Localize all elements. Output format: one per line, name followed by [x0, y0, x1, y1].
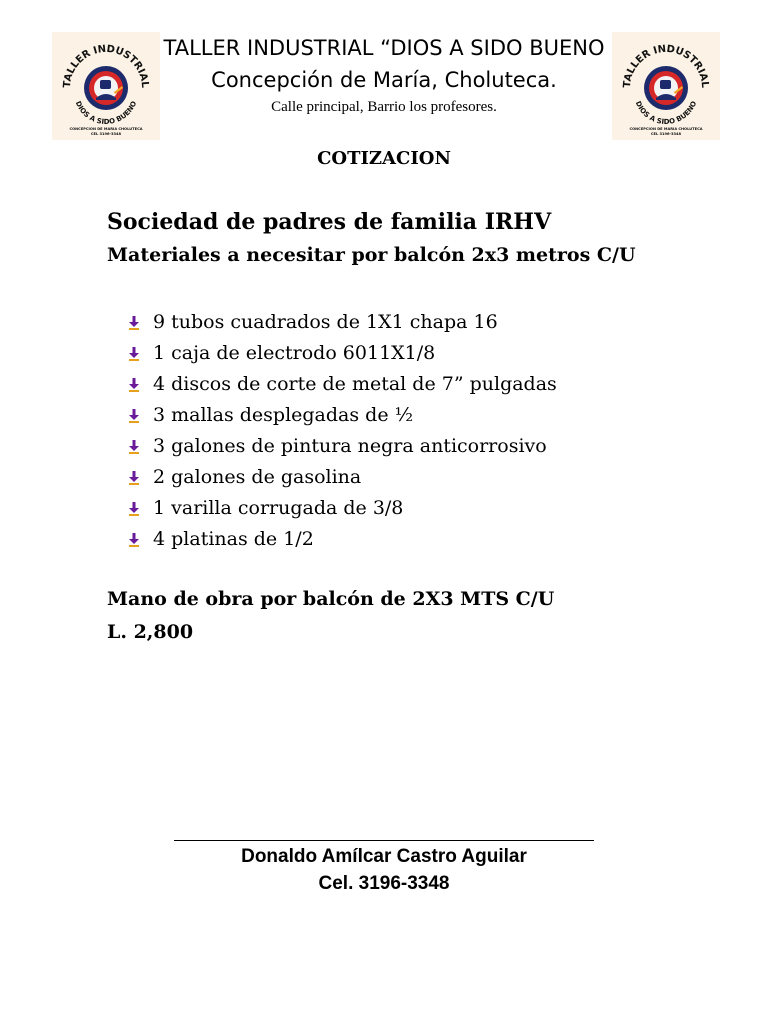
welder-logo-icon — [52, 32, 160, 140]
list-item — [128, 399, 557, 430]
list-item — [128, 337, 557, 368]
list-item — [128, 306, 557, 337]
list-item — [128, 492, 557, 523]
signer-phone: Cel. 3196-3348 — [318, 873, 450, 894]
svg-text:CEL 3196-3348: CEL 3196-3348 — [90, 132, 122, 136]
arrow-down-bullet-icon — [128, 314, 140, 330]
materials-list — [128, 306, 557, 554]
signature-line — [174, 840, 594, 841]
arrow-down-bullet-icon — [128, 500, 140, 516]
arrow-down-bullet-icon — [128, 438, 140, 454]
list-item — [128, 368, 557, 399]
list-item — [128, 461, 557, 492]
arrow-down-bullet-icon — [128, 531, 140, 547]
svg-text:CONCEPCION DE MARIA CHOLUTECA: CONCEPCION DE MARIA CHOLUTECA — [629, 127, 703, 131]
logo-left — [52, 32, 160, 140]
material-text: 2 galones de gasolina — [153, 465, 362, 488]
company-location: Concepción de María, Choluteca. — [211, 68, 557, 92]
list-item — [128, 523, 557, 554]
client-name: Sociedad de padres de familia IRHV — [107, 209, 552, 235]
company-name: TALLER INDUSTRIAL “DIOS A SIDO BUENO — [163, 36, 605, 60]
material-text: 4 discos de corte de metal de 7” pulgadas — [153, 372, 557, 395]
material-text: 1 caja de electrodo 6011X1/8 — [153, 341, 436, 364]
company-address: Calle principal, Barrio los profesores. — [271, 99, 497, 115]
arrow-down-bullet-icon — [128, 376, 140, 392]
material-text: 9 tubos cuadrados de 1X1 chapa 16 — [153, 310, 498, 333]
arrow-down-bullet-icon — [128, 469, 140, 485]
material-text: 3 mallas desplegadas de ½ — [153, 403, 414, 426]
arrow-down-bullet-icon — [128, 407, 140, 423]
labor-price: L. 2,800 — [107, 621, 194, 643]
signer-name: Donaldo Amílcar Castro Aguilar — [241, 846, 527, 867]
materials-heading: Materiales a necesitar por balcón 2x3 metros C/U — [107, 244, 636, 266]
svg-text:TALLER INDUSTRIAL: TALLER INDUSTRIAL — [61, 43, 151, 89]
svg-text:DIOS A SIDO BUENO: DIOS A SIDO BUENO — [73, 99, 139, 127]
material-text: 3 galones de pintura negra anticorrosivo — [153, 434, 547, 457]
labor-heading: Mano de obra por balcón de 2X3 MTS C/U — [107, 588, 555, 610]
list-item — [128, 430, 557, 461]
svg-text:DIOS A SIDO BUENO: DIOS A SIDO BUENO — [633, 99, 699, 127]
logo-right — [612, 32, 720, 140]
material-text: 1 varilla corrugada de 3/8 — [153, 496, 404, 519]
welder-logo-icon — [612, 32, 720, 140]
arrow-down-bullet-icon — [128, 345, 140, 361]
svg-text:CEL 3196-3348: CEL 3196-3348 — [650, 132, 682, 136]
material-text: 4 platinas de 1/2 — [153, 527, 314, 550]
svg-text:CONCEPCION DE MARIA CHOLUTECA: CONCEPCION DE MARIA CHOLUTECA — [69, 127, 143, 131]
svg-text:TALLER INDUSTRIAL: TALLER INDUSTRIAL — [621, 43, 711, 89]
document-title: COTIZACION — [317, 148, 451, 169]
